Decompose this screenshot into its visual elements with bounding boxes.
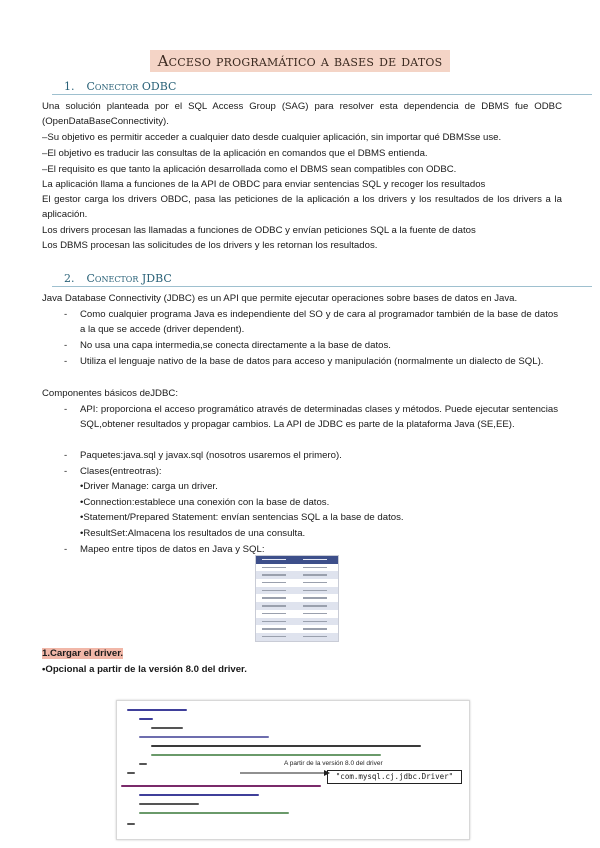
table-row (256, 610, 338, 618)
bullet-dash: - (64, 450, 68, 461)
paragraph: El gestor carga los drivers OBDC, pasa las peticiones de la aplicación a los drivers y los resultados de los drivers a la aplicación. (42, 194, 562, 220)
table-row (256, 587, 338, 595)
paragraph: La aplicación llama a funciones de la API de OBDC para enviar sentencias SQL y recoger los resultados (42, 179, 486, 190)
paragraph: Componentes básicos deJDBC: (42, 388, 178, 399)
driver-class-label: "com.mysql.cj.jdbc.Driver" (327, 770, 462, 784)
java-sql-type-mapping-table-image (255, 555, 339, 642)
table-row (256, 633, 338, 641)
step-note: •Opcional a partir de la versión 8.0 del driver. (42, 664, 247, 675)
code-annotation: A partir de la versión 8.0 del driver (284, 760, 383, 767)
section-1-heading: 1. Conector ODBC (64, 80, 176, 93)
class-item: •Driver Manage: carga un driver. (80, 481, 218, 492)
list-item: API: proporciona el acceso programático através de determinadas clases y métodos. Puede ejecutar sentencias SQL,obtener resultados y propagar cambios. La API de JDBC es parte de la plataforma Java (SE,EE). (80, 404, 558, 430)
code-line (127, 823, 135, 825)
paragraph: –Su objetivo es permitir acceder a cualquier dato desde cualquier aplicación, sin importar qué DBMSse use. (42, 132, 502, 143)
bullet-dash: - (64, 340, 68, 351)
code-line (151, 745, 421, 747)
section-1-underline (52, 94, 592, 95)
code-line (127, 709, 187, 711)
code-line (139, 812, 289, 814)
table-row (256, 579, 338, 587)
table-row (256, 556, 338, 564)
paragraph: –El requisito es que tanto la aplicación desarrollada como el DBMS sean compatibles con ODBC. (42, 164, 457, 175)
bullet-dash: - (64, 404, 68, 415)
bullet-dash: - (64, 356, 68, 367)
class-item: •Connection:establece una conexión con la base de datos. (80, 497, 330, 508)
paragraph: Los DBMS procesan las solicitudes de los drivers y les retornan los resultados. (42, 240, 378, 251)
paragraph: Los drivers procesan las llamadas a funciones de ODBC y envían peticiones SQL a la fuente de datos (42, 225, 476, 236)
table-row (256, 594, 338, 602)
list-item: Como cualquier programa Java es independiente del SO y de cara al programador también de la base de datos a la que se accede (driver dependent). (80, 309, 558, 335)
code-line (139, 718, 153, 720)
section-2-underline (52, 286, 592, 287)
bullet-dash: - (64, 466, 68, 477)
table-row (256, 618, 338, 626)
code-line (151, 754, 381, 756)
bullet-dash: - (64, 309, 68, 320)
code-line (139, 794, 259, 796)
paragraph: –El objetivo es traducir las consultas de la aplicación en comandos que el DBMS entienda. (42, 148, 428, 159)
table-row (256, 625, 338, 633)
table-row (256, 564, 338, 572)
code-line (127, 772, 135, 774)
code-line (139, 763, 147, 765)
class-item: •Statement/Prepared Statement: envían sentencias SQL a la base de datos. (80, 512, 404, 523)
class-item: •ResultSet:Almacena los resultados de una consulta. (80, 528, 306, 539)
table-row (256, 602, 338, 610)
bullet-dash: - (64, 544, 68, 555)
paragraph: Java Database Connectivity (JDBC) es un API que permite ejecutar operaciones sobre bases de datos en Java. (42, 293, 518, 304)
code-line (139, 803, 199, 805)
list-item: Paquetes:java.sql y javax.sql (nosotros usaremos el primero). (80, 450, 342, 461)
section-2-heading: 2. Conector JDBC (64, 272, 172, 285)
list-item: Mapeo entre tipos de datos en Java y SQL: (80, 544, 265, 555)
code-line (139, 736, 269, 738)
code-line (151, 727, 183, 729)
list-item: Clases(entreotras): (80, 466, 162, 477)
list-item: No usa una capa intermedia,se conecta directamente a la base de datos. (80, 340, 391, 351)
code-line (121, 785, 321, 787)
step-title: 1.Cargar el driver. (42, 648, 124, 659)
table-row (256, 571, 338, 579)
paragraph: Una solución planteada por el SQL Access Group (SAG) para resolver esta dependencia de DBMS fue ODBC (OpenDataBaseConnectivity). (42, 101, 562, 127)
arrow-icon (240, 768, 330, 778)
list-item: Utiliza el lenguaje nativo de la base de datos para acceso y manipulación (normalmente un dialecto de SQL). (80, 356, 544, 367)
document-title: Acceso programático a bases de datos (150, 50, 451, 72)
